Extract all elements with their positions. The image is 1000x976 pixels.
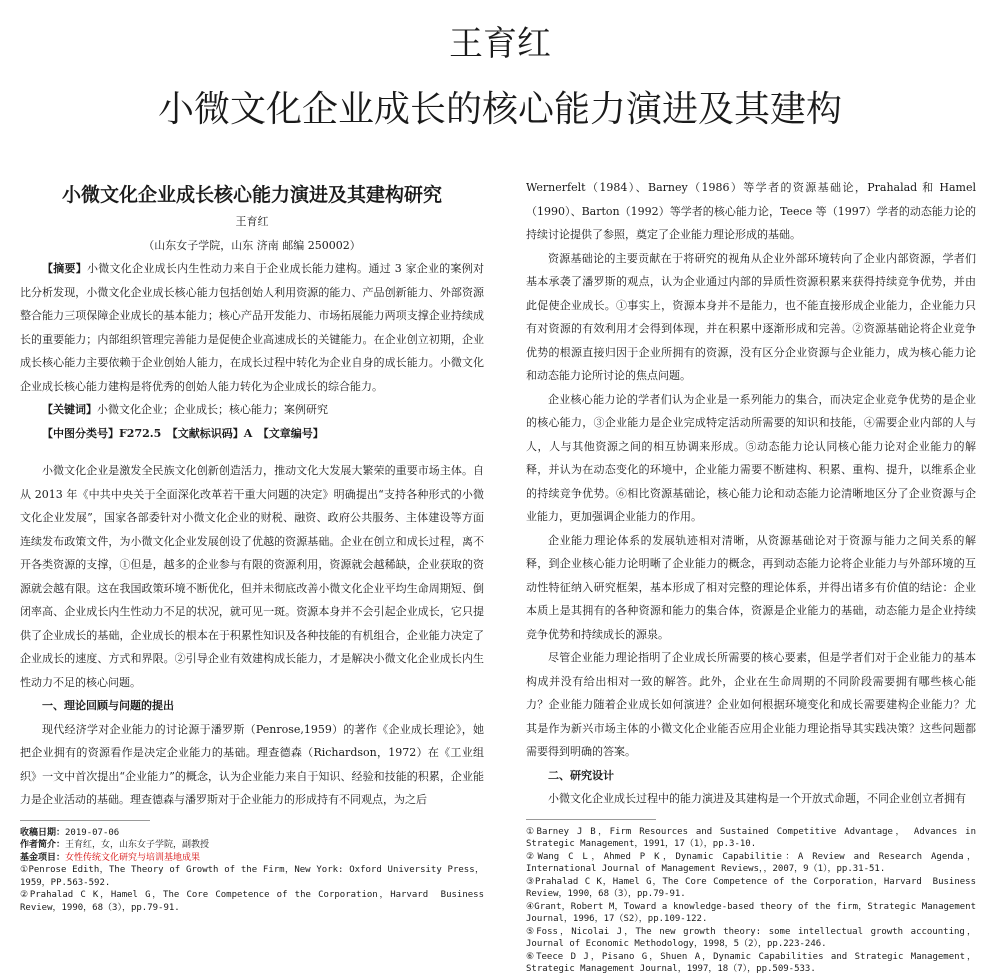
footnote-right-1: ①Barney J B，Firm Resources and Sustained Competitive Advantage， Advances in Strategic Management，1991，17（1），pp.3-10.	[526, 826, 976, 849]
right-column	[526, 176, 976, 976]
footnote-right-6: ⑥Teece D J，Pisano G，Shuen A，Dynamic Capabilities and Strategic Management，Strategic Management Journal，1997，18（7），pp.509-533.	[526, 951, 976, 974]
header-title: 小微文化企业成长的核心能力演进及其建构	[157, 89, 842, 130]
right-paragraph-3: 企业核心能力论的学者们认为企业是一系列能力的集合，而决定企业竞争优势的是企业的核心能力，③企业能力是企业完成特定活动所需要的知识和技能，④需要企业内部的人与人，人与其他资源之间的相互协调来形成。⑤动态能力论认同核心能力论对企业能力的解释，并认为在动态变化的环境中，企业能力需要不断建构、积累、重构、提升，以维系企业的持续竞争优势。⑥相比资源基础论，核心能力论和动态能力论清晰地区分了企业资源与企业能力，更加强调企业能力的作用。	[526, 392, 976, 523]
article-meta	[20, 827, 484, 915]
received-line	[20, 827, 484, 840]
intro-paragraph: 小微文化企业是激发全民族文化创新创造活力，推动文化大发展大繁荣的重要市场主体。自从 2013 年《中共中央关于全面深化改革若干重大问题的决定》明确提出“支持各种形式的小微文化企业发展”，国家各部委针对小微文化企业的财税、融资、政府公共服务、主体建设等方面连续发布政策文件，为小微文化企业发展创设了优越的资源基础。企业在创立和成长过程，离不开各类资源的支撑，①但是，越多的企业参与有限的资源利用，资源就会越稀缺，企业获取的资源就会越有限。这在我国政策环境不断优化，但并未彻底改善小微文化企业平均生命周期短、倒闭率高、企业成长内生性动力不足的状况，就可见一斑。资源本身并不会引起企业成长，它只提供了企业成长的基础，企业成长的根本在于积累性知识及各种技能的有机组合，企业能力决定了企业成长的速度、方式和界限。②引导企业有效建构成长能力，才是解决小微文化企业成长内生性动力不足的核心问题。	[20, 464, 484, 689]
right-paragraph-1: Wernerfelt（1984）、Barney（1986）等学者的资源基础论，Prahalad 和 Hamel（1990）、Barton（1992）等学者的核心能力论，Teece 等（1997）学者的动态能力论的持续讨论提供了参照，奠定了企业能力理论形成的基础。	[526, 181, 976, 241]
received-date: 2019-07-06	[65, 827, 120, 838]
section2-heading: 二、研究设计	[548, 768, 614, 782]
footnote-right-5: ⑤Foss，Nicolai J，The new growth theory: some intellectual growth accounting，Journal of Economic Methodology，1998，5（2），pp.223-246.	[526, 926, 976, 949]
section1-heading: 一、理论回顾与问题的提出	[42, 699, 174, 712]
abstract	[20, 257, 484, 398]
abstract-text: 小微文化企业成长内生性动力来自于企业成长能力建构。通过 3 家企业的案例对比分析发现，小微文化企业成长核心能力包括创始人利用资源的能力、产品创新能力、外部资源整合能力三项保障企业成长的基本能力；核心产品开发能力、市场拓展能力两项支撑企业持续成长的重要能力；内部组织管理完善能力是促使企业高速成长的关键能力。在企业创立初期，企业成长核心能力主要依赖于企业创始人能力，在成长过程中转化为企业自身的成长能力。小微文化企业成长核心能力建构是将优秀的创始人能力转化为企业成长的综合能力。	[20, 262, 484, 393]
header-author: 王育红	[449, 24, 551, 64]
bio-line	[20, 839, 484, 852]
keywords-text: 小微文化企业；企业成长；核心能力；案例研究	[97, 403, 328, 416]
footnote-right-2: ②Wang C L，Ahmed P K，Dynamic Capabilitie：A Review and Research Agenda，International Journal of Management Reviews，，2007，9（1），pp.31-51.	[526, 851, 976, 874]
right-paragraph-5: 尽管企业能力理论指明了企业成长所需要的核心要素，但是学者们对于企业能力的基本构成并没有给出相对一致的解答。此外，企业在生命周期的不同阶段需要拥有哪些核心能力？企业能力随着企业成长如何演进？企业如何根据环境变化和成长需要建构企业能力？尤其是作为新兴市场主体的小微文化企业能否应用企业能力理论指导其实践决策？这些问题都需要得到明确的答案。	[526, 651, 976, 758]
fund-text: 女性传统文化研究与培训基地成果	[65, 852, 201, 863]
spacer	[20, 445, 484, 459]
paper-title: 小微文化企业成长核心能力演进及其建构研究	[61, 184, 442, 206]
paper-author: 王育红	[235, 215, 269, 228]
footnote-right-3: ③Prahalad C K，Hamel G，The Core Competence of the Corporation，Harvard Business Review，1990，68（3），pp.79-91.	[526, 876, 976, 899]
keywords	[20, 398, 484, 422]
footnote-left-1: ①Penrose Edith，The Theory of Growth of the Firm，New York: Oxford University Press，1959，PP.563-592.	[20, 865, 484, 888]
bio-text: 王育红，女，山东女子学院，副教授	[65, 840, 210, 850]
footnotes-right	[526, 826, 976, 976]
abstract-label: 【摘要】	[42, 262, 88, 275]
left-column	[20, 180, 484, 914]
footnote-left-2: ②Prahalad C K，Hamel G，The Core Competence of the Corporation，Harvard Business Review，1990，68（3），pp.79-91.	[20, 890, 484, 913]
right-paragraph-4: 企业能力理论体系的发展轨迹相对清晰，从资源基础论对于资源与能力之间关系的解释，到企业核心能力论明晰了企业能力的概念，再到动态能力论将企业能力与外部环境的互动性特征纳入研究框架，基本形成了相对完整的理论体系，并得出诸多有价值的结论：企业本质上是其拥有的各种资源和能力的集合体，资源是企业能力的基础，动态能力是企业持续竞争优势和持续成长的源泉。	[526, 533, 976, 641]
received-label: 收稿日期：	[20, 827, 66, 838]
bio-label: 作者简介：	[20, 840, 66, 850]
section1-paragraph: 现代经济学对企业能力的讨论源于潘罗斯（Penrose,1959）的著作《企业成长理论》，她把企业拥有的资源看作是决定企业能力的基础。理查德森（Richardson，1972）在《工业组织》一文中首次提出“企业能力”的概念，认为企业能力来自于知识、经验和技能的积累，企业能力是企业活动的基础。理查德森与潘罗斯对于企业能力的形成持有不同观点，为之后	[20, 722, 484, 806]
right-paragraph-2: 资源基础论的主要贡献在于将研究的视角从企业外部环境转向了企业内部资源，学者们基本承袭了潘罗斯的观点，认为企业通过内部的异质性资源积累来获得持续竞争优势，并由此促使企业成长。①事实上，资源本身并不是能力，也不能直接形成企业能力，企业能力只有对资源的有效利用才会得到体现，并在积累中逐渐形成和完善。②资源基础论将企业竞争优势的根源直接归因于企业所拥有的资源，没有区分企业资源与企业能力，成为核心能力论和动态能力论所讨论的焦点问题。	[526, 251, 976, 382]
footnote-divider	[20, 820, 150, 821]
keywords-label: 【关键词】	[42, 403, 97, 416]
footnote-right-4: ④Grant，Robert M，Toward a knowledge-based theory of the firm，Strategic Management Journal，1996，17（S2），pp.109-122.	[526, 901, 976, 924]
fund-label: 基金项目：	[20, 852, 66, 863]
classification: 【中图分类号】F272.5 【文献标识码】A 【文章编号】	[42, 426, 324, 440]
footnote-divider	[526, 819, 656, 820]
paper-affiliation: （山东女子学院，山东 济南 邮编 250002）	[143, 238, 361, 252]
fund-line	[20, 852, 484, 865]
section2-paragraph: 小微文化企业成长过程中的能力演进及其建构是一个开放式命题，不同企业创立者拥有	[548, 792, 966, 805]
